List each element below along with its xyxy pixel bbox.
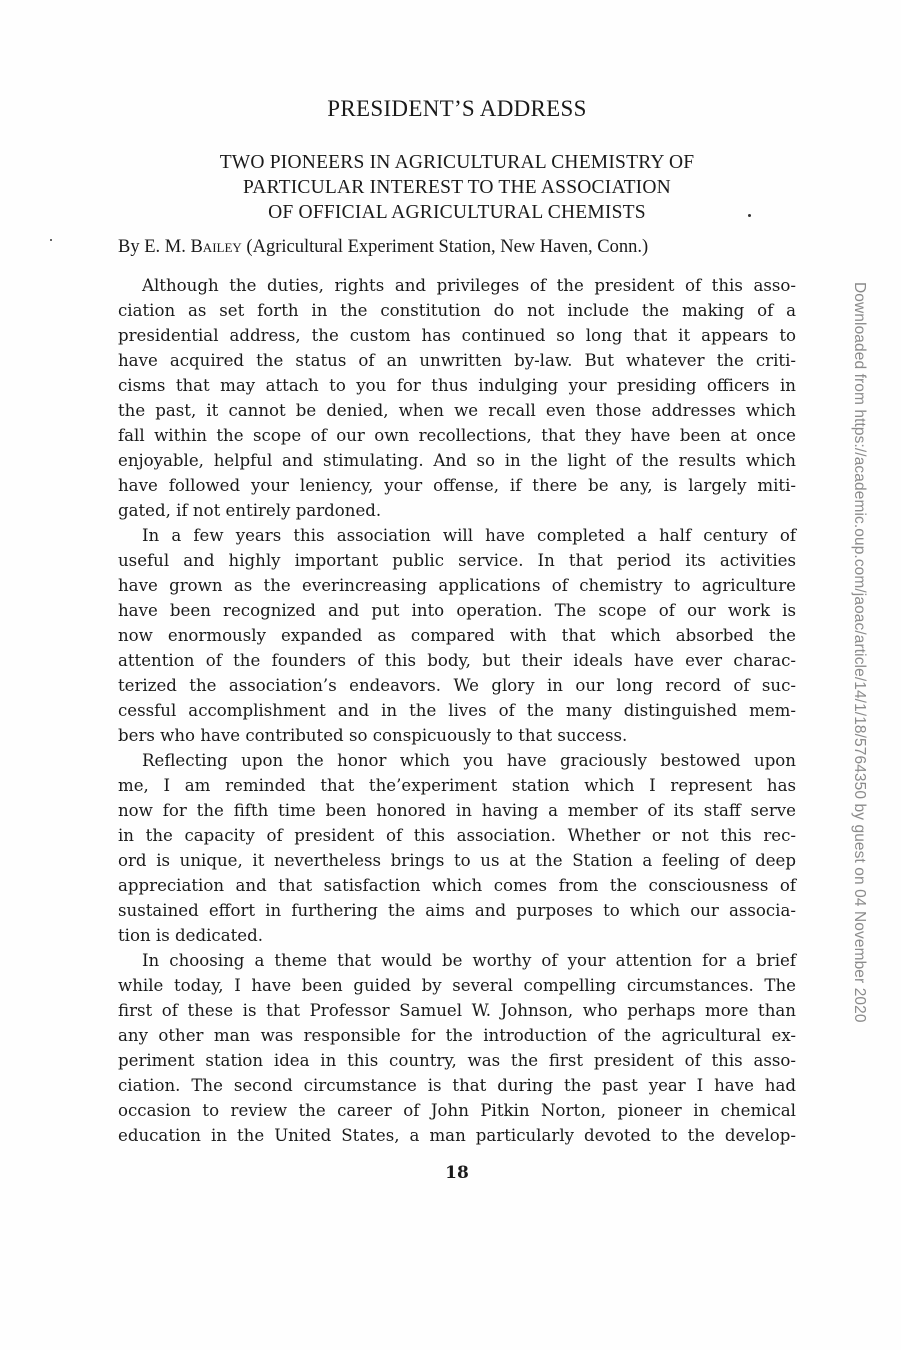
article-title <box>118 150 796 225</box>
text-line: bers who have contributed so conspicuously to that success. <box>118 726 628 745</box>
text-line: ord is unique, it nevertheless brings to us at the Station a feeling of deep <box>118 851 796 870</box>
text-line: In choosing a theme that would be worthy of your attention for a brief <box>142 951 796 970</box>
page-heading: PRESIDENT’S ADDRESS <box>327 96 587 121</box>
text-line: ciation. The second circumstance is that during the past year I have had <box>118 1076 796 1095</box>
speck-mark <box>50 239 52 241</box>
watermark-text: Downloaded from https://academic.oup.com/jaoac/article/14/1/18/5764350 by guest on 04 November 2020 <box>851 282 868 1023</box>
text-line: Reflecting upon the honor which you have graciously bestowed upon <box>142 751 796 770</box>
text-line: sustained effort in furthering the aims and purposes to which our associa- <box>118 901 796 920</box>
text-line: presidential address, the custom has continued so long that it appears to <box>118 326 796 345</box>
text-line: first of these is that Professor Samuel W. Johnson, who perhaps more than <box>118 1001 796 1020</box>
byline-prefix: By E. M. <box>118 237 186 257</box>
text-line: Although the duties, rights and privileges of the president of this asso- <box>142 276 796 295</box>
text-line: while today, I have been guided by several compelling circumstances. The <box>118 976 796 995</box>
body-text <box>118 273 796 1148</box>
text-line: cessful accomplishment and in the lives of the many distinguished mem- <box>118 701 796 720</box>
text-line: the past, it cannot be denied, when we recall even those addresses which <box>118 401 796 420</box>
byline <box>118 237 808 258</box>
text-line: In a few years this association will have completed a half century of <box>142 526 796 545</box>
text-line: any other man was responsible for the introduction of the agricultural ex- <box>118 1026 796 1045</box>
speck-mark <box>748 214 751 217</box>
title-line: OF OFFICIAL AGRICULTURAL CHEMISTS <box>268 202 646 223</box>
text-line: now for the fifth time been honored in having a member of its staff serve <box>118 801 796 820</box>
text-line: me, I am reminded that the’experiment station which I represent has <box>118 776 796 795</box>
text-line: periment station idea in this country, was the first president of this asso- <box>118 1051 796 1070</box>
page-number: 18 <box>445 1163 469 1183</box>
text-line: have acquired the status of an unwritten by-law. But whatever the criti- <box>118 351 796 370</box>
byline-author: Bailey <box>190 237 242 257</box>
text-line: have been recognized and put into operation. The scope of our work is <box>118 601 796 620</box>
text-line: gated, if not entirely pardoned. <box>118 501 382 520</box>
text-line: appreciation and that satisfaction which comes from the consciousness of <box>118 876 796 895</box>
text-line: enjoyable, helpful and stimulating. And so in the light of the results which <box>118 451 796 470</box>
text-line: terized the association’s endeavors. We glory in our long record of suc- <box>118 676 796 695</box>
byline-affiliation: (Agricultural Experiment Station, New Haven, Conn.) <box>246 237 649 257</box>
text-line: occasion to review the career of John Pitkin Norton, pioneer in chemical <box>118 1101 796 1120</box>
text-line: have grown as the everincreasing applications of chemistry to agriculture <box>118 576 796 595</box>
text-line: tion is dedicated. <box>118 926 263 945</box>
text-line: education in the United States, a man particularly devoted to the develop- <box>118 1126 796 1145</box>
text-line: ciation as set forth in the constitution do not include the making of a <box>118 301 796 320</box>
title-line: TWO PIONEERS IN AGRICULTURAL CHEMISTRY OF <box>219 152 695 173</box>
text-line: attention of the founders of this body, but their ideals have ever charac- <box>118 651 796 670</box>
text-line: fall within the scope of our own recollections, that they have been at once <box>118 426 796 445</box>
text-line: in the capacity of president of this association. Whether or not this rec- <box>118 826 796 845</box>
text-line: cisms that may attach to you for thus indulging your presiding officers in <box>118 376 796 395</box>
text-line: now enormously expanded as compared with that which absorbed the <box>118 626 796 645</box>
text-line: useful and highly important public service. In that period its activities <box>118 551 796 570</box>
download-watermark <box>848 282 868 1082</box>
title-line: PARTICULAR INTEREST TO THE ASSOCIATION <box>243 177 671 198</box>
text-line: have followed your leniency, your offense, if there be any, is largely miti- <box>118 476 796 495</box>
